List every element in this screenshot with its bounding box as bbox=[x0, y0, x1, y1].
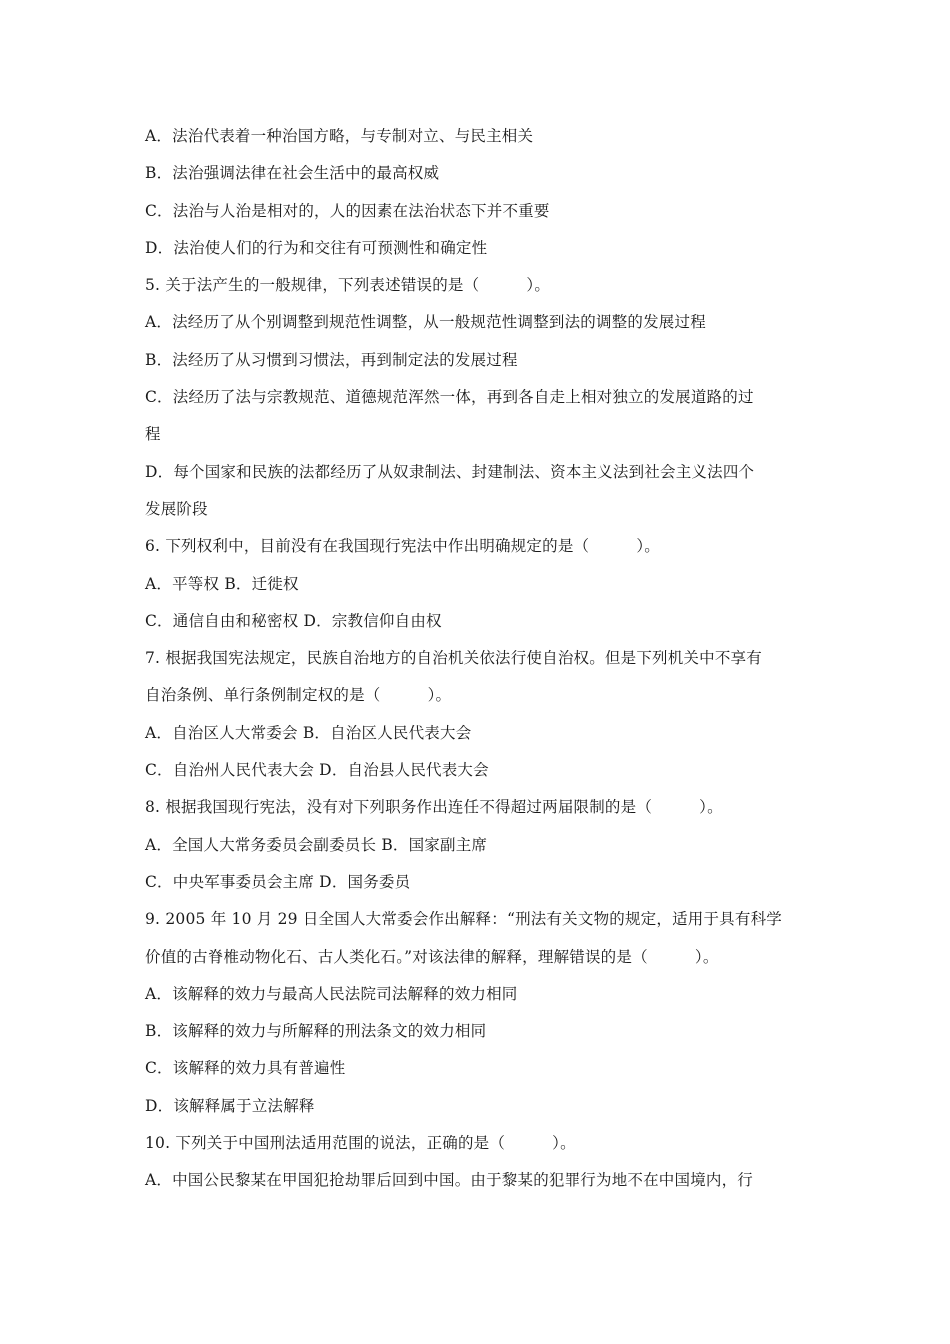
option-line-continued: 发展阶段 bbox=[145, 499, 208, 518]
option-line: A．法经历了从个别调整到规范性调整，从一般规范性调整到法的调整的发展过程 bbox=[145, 313, 706, 332]
option-line: B．法治强调法律在社会生活中的最高权威 bbox=[145, 164, 440, 183]
question-7: 7. 根据我国宪法规定，民族自治地方的自治机关依法行使自治权。但是下列机关中不享有 bbox=[145, 649, 762, 668]
option-line: C．法治与人治是相对的，人的因素在法治状态下并不重要 bbox=[145, 201, 550, 220]
option-line: C．法经历了法与宗教规范、道德规范浑然一体，再到各自走上相对独立的发展道路的过 bbox=[145, 388, 754, 407]
option-line-continued: 程 bbox=[145, 425, 161, 444]
document-page bbox=[145, 118, 805, 1200]
question-9-continued: 价值的古脊椎动物化石、古人类化石。”对该法律的解释，理解错误的是（ ）。 bbox=[145, 947, 719, 966]
option-line: A．全国人大常务委员会副委员长 B．国家副主席 bbox=[145, 835, 488, 854]
option-line: A．该解释的效力与最高人民法院司法解释的效力相同 bbox=[145, 984, 518, 1003]
option-line: C．中央军事委员会主席 D．国务委员 bbox=[145, 872, 411, 891]
option-line: B．法经历了从习惯到习惯法，再到制定法的发展过程 bbox=[145, 350, 518, 369]
option-line: D．每个国家和民族的法都经历了从奴隶制法、封建制法、资本主义法到社会主义法四个 bbox=[145, 462, 755, 481]
question-7-continued: 自治条例、单行条例制定权的是（ ）。 bbox=[145, 686, 452, 705]
option-line: A．法治代表着一种治国方略，与专制对立、与民主相关 bbox=[145, 127, 534, 145]
question-6: 6. 下列权利中，目前没有在我国现行宪法中作出明确规定的是（ ）。 bbox=[145, 537, 660, 556]
option-line: C．该解释的效力具有普遍性 bbox=[145, 1059, 346, 1078]
option-line: C．自治州人民代表大会 D．自治县人民代表大会 bbox=[145, 761, 489, 780]
option-line: A．中国公民黎某在甲国犯抢劫罪后回到中国。由于黎某的犯罪行为地不在中国境内，行 bbox=[145, 1171, 753, 1190]
question-10: 10. 下列关于中国刑法适用范围的说法，正确的是（ ）。 bbox=[145, 1134, 576, 1153]
option-line: A．自治区人大常委会 B．自治区人民代表大会 bbox=[145, 723, 472, 742]
option-line: D．法治使人们的行为和交往有可预测性和确定性 bbox=[145, 238, 488, 257]
question-8: 8. 根据我国现行宪法，没有对下列职务作出连任不得超过两届限制的是（ ）。 bbox=[145, 798, 723, 817]
option-line: A．平等权 B．迁徙权 bbox=[145, 574, 299, 593]
option-line: C．通信自由和秘密权 D．宗教信仰自由权 bbox=[145, 611, 442, 630]
option-line: B．该解释的效力与所解释的刑法条文的效力相同 bbox=[145, 1022, 487, 1041]
option-line: D．该解释属于立法解释 bbox=[145, 1096, 315, 1115]
question-9: 9. 2005 年 10 月 29 日全国人大常委会作出解释：“刑法有关文物的规定，适用于具有科学 bbox=[145, 910, 782, 929]
question-5: 5. 关于法产生的一般规律，下列表述错误的是（ ）。 bbox=[145, 276, 551, 295]
